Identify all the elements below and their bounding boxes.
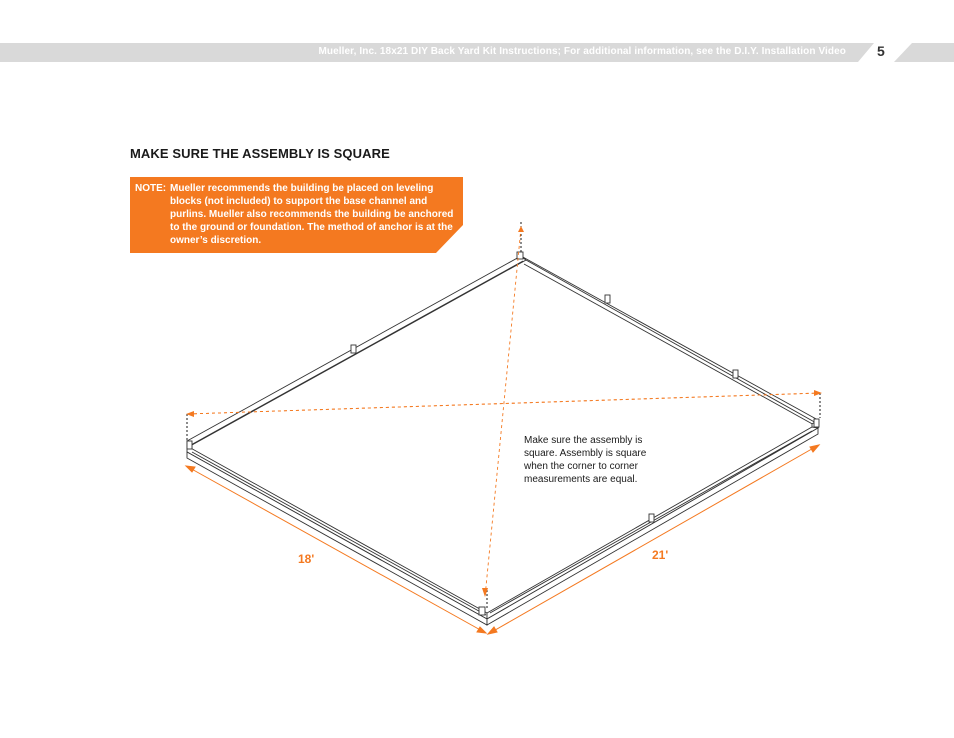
bracket-left-rail <box>351 345 356 353</box>
note-label: NOTE: <box>135 183 167 194</box>
bracket-right-corner <box>814 419 819 427</box>
bracket-front-right <box>649 514 654 522</box>
page-number: 5 <box>877 43 885 59</box>
diagram-caption: Make sure the assembly is square. Assembly is square when the corner to corner measurements are equal. <box>524 435 647 485</box>
header-title: Mueller, Inc. 18x21 DIY Back Yard Kit Instructions; For additional information, see the D.I.Y. Installation Video <box>318 46 846 57</box>
dimension-left-arrow-b <box>477 627 486 633</box>
arrowhead-left <box>186 411 194 417</box>
diagonal-back-to-front <box>485 228 521 597</box>
dimension-line-left <box>188 467 484 632</box>
diagonal-measurements <box>188 228 820 597</box>
corner-tick-marks <box>187 222 820 610</box>
base-frame-rails <box>187 256 818 625</box>
arrowhead-right <box>814 390 822 396</box>
dimension-right-arrow-a <box>488 627 497 634</box>
dimension-label-18: 18' <box>298 552 315 566</box>
bracket-back-right-b <box>733 370 738 378</box>
dimension-label-21: 21' <box>652 548 669 562</box>
bracket-left-corner <box>187 441 192 449</box>
note-body: Mueller recommends the building be placed on leveling blocks (not included) to support the base channel and purlins. Mueller also recommends the building be anchored to the ground or foundation. The method of anchor is at the owner’s discretion. <box>170 183 454 246</box>
bracket-back-right-a <box>605 295 610 303</box>
arrowhead-back <box>518 226 524 232</box>
section-title: MAKE SURE THE ASSEMBLY IS SQUARE <box>130 146 390 161</box>
dimension-right-arrow-b <box>810 445 819 452</box>
bracket-front-corner <box>479 607 485 615</box>
frame-brackets <box>187 252 819 615</box>
diagonal-arrowheads <box>186 226 822 597</box>
dimension-left-arrow-a <box>186 466 195 472</box>
